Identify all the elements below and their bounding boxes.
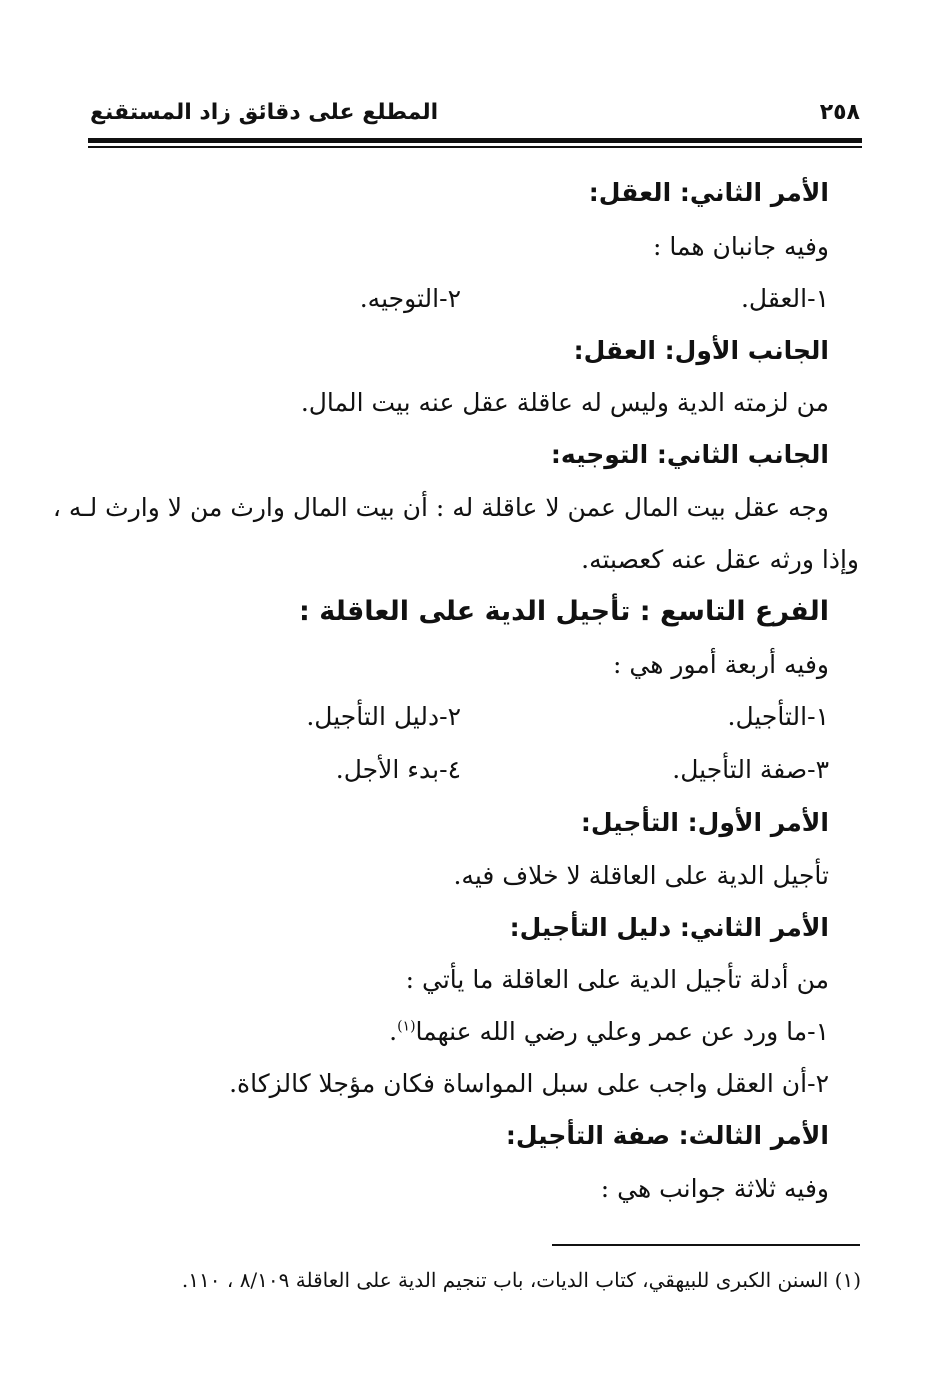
book-title: المطلع على دقائق زاد المستقنع bbox=[90, 100, 439, 125]
footnote-ref[interactable]: (١) bbox=[397, 1018, 416, 1035]
paragraph: وجه عقل بيت المال عمن لا عاقلة له : أن بيت المال وارث من لا وارث لـه ، bbox=[52, 493, 829, 522]
list-item: ٣-صفة التأجيل. bbox=[672, 755, 829, 784]
list-item-text: ١-ما ورد عن عمر وعلي رضي الله عنهما bbox=[415, 1017, 829, 1046]
list-item: ١-العقل. bbox=[740, 284, 829, 313]
intro-paragraph: وفيه جانبان هما : bbox=[652, 232, 829, 261]
heading-side-two: الجانب الثاني: التوجيه: bbox=[550, 440, 829, 469]
heading-evidence: الأمر الثاني: دليل التأجيل: bbox=[509, 913, 829, 942]
paragraph: من أدلة تأجيل الدية على العاقلة ما يأتي : bbox=[405, 965, 829, 994]
running-header bbox=[90, 100, 860, 134]
paragraph: من لزمته الدية وليس له عاقلة عقل عنه بيت المال. bbox=[300, 388, 829, 417]
header-rule-thin bbox=[88, 146, 862, 148]
list-item: ٤-بدء الأجل. bbox=[335, 755, 461, 784]
heading-description: الأمر الثالث: صفة التأجيل: bbox=[505, 1121, 829, 1150]
paragraph: وفيه ثلاثة جوانب هي : bbox=[600, 1174, 829, 1203]
footnote-separator bbox=[552, 1244, 860, 1246]
list-item bbox=[389, 1017, 829, 1046]
list-item: ٢-دليل التأجيل. bbox=[306, 702, 461, 731]
intro-paragraph: وفيه أربعة أمور هي : bbox=[613, 650, 829, 679]
list-item: ١-التأجيل. bbox=[727, 702, 829, 731]
footnote: (١) السنن الكبرى للبيهقي، كتاب الديات، باب تنجيم الدية على العاقلة ٨/١٠٩ ، ١١٠. bbox=[181, 1268, 861, 1292]
list-item-end: . bbox=[389, 1017, 398, 1046]
paragraph: وإذا ورثه عقل عنه كعصبته. bbox=[581, 545, 859, 574]
heading-reason: الأمر الثاني: العقل: bbox=[588, 178, 829, 207]
list-item: ٢-التوجيه. bbox=[359, 284, 461, 313]
header-rule-thick bbox=[88, 138, 862, 143]
heading-postponement: الأمر الأول: التأجيل: bbox=[580, 808, 829, 837]
page-number: ٢٥٨ bbox=[819, 100, 860, 125]
paragraph: تأجيل الدية على العاقلة لا خلاف فيه. bbox=[453, 861, 829, 890]
list-item: ٢-أن العقل واجب على سبل المواساة فكان مؤجلا كالزكاة. bbox=[229, 1069, 829, 1098]
heading-side-one: الجانب الأول: العقل: bbox=[573, 336, 829, 365]
branch-heading: الفرع التاسع : تأجيل الدية على العاقلة : bbox=[299, 596, 829, 627]
